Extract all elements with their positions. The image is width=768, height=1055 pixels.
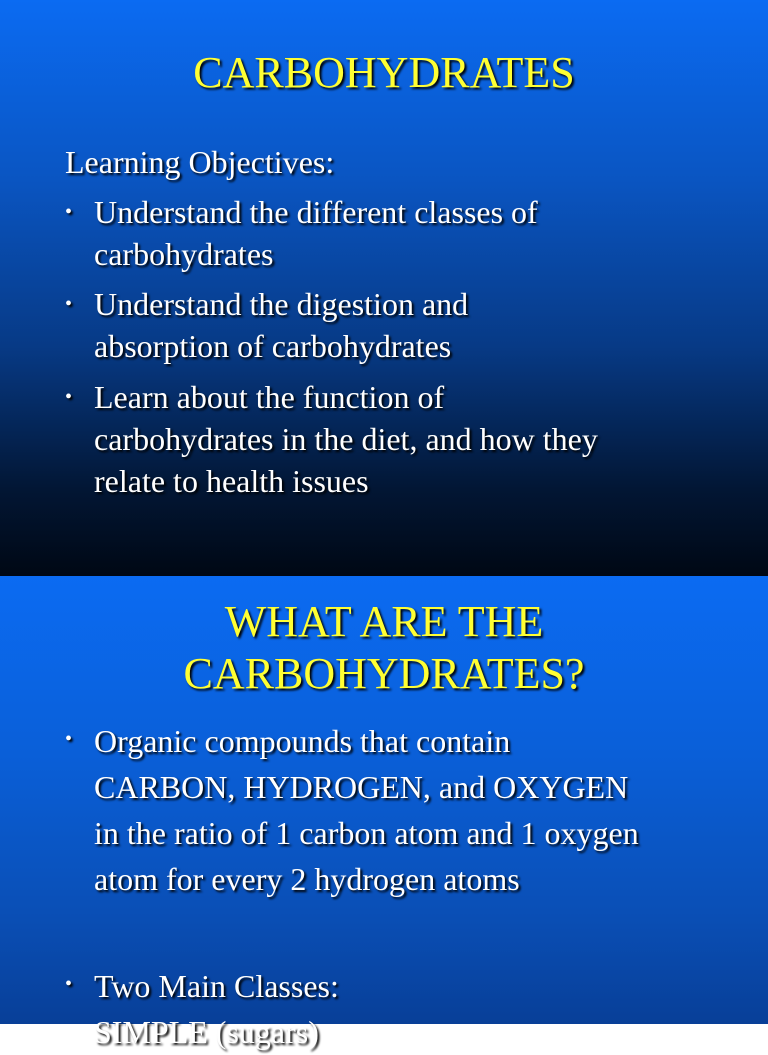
- list-item-text: absorption of carbohydrates: [94, 328, 452, 364]
- list-item-text-partial: SIMPLE (sugars): [94, 1014, 319, 1050]
- slide-title: [0, 596, 768, 700]
- learning-objectives-heading: Learning Objectives:: [65, 144, 335, 180]
- list-item: [65, 191, 755, 275]
- bullet-icon: •: [65, 293, 73, 315]
- bullet-icon: •: [65, 386, 73, 408]
- list-item-text: Learn about the function of: [94, 379, 445, 415]
- slide-title-line: CARBOHYDRATES?: [183, 649, 585, 698]
- list-item: [65, 718, 755, 902]
- list-item: [65, 963, 755, 1055]
- bullet-icon: •: [65, 973, 73, 995]
- slide-what-are-carbohydrates: [0, 576, 768, 1050]
- list-item-text: atom for every 2 hydrogen atoms: [94, 861, 520, 897]
- bullet-icon: •: [65, 728, 73, 750]
- list-item-text: Understand the different classes of: [94, 194, 538, 230]
- slide-title-line: WHAT ARE THE: [224, 597, 544, 646]
- list-item-text: carbohydrates in the diet, and how they: [94, 421, 598, 457]
- list-item-text: Organic compounds that contain: [94, 723, 511, 759]
- list-item-text: CARBON, HYDROGEN, and OXYGEN: [94, 769, 629, 805]
- list-item-text: Understand the digestion and: [94, 286, 469, 322]
- bullet-icon: •: [65, 201, 73, 223]
- list-item-text: Two Main Classes:: [94, 968, 339, 1004]
- list-item-text: relate to health issues: [94, 463, 369, 499]
- slide-title: CARBOHYDRATES: [193, 48, 575, 97]
- list-item-text: carbohydrates: [94, 236, 274, 272]
- list-item-text: in the ratio of 1 carbon atom and 1 oxygen: [94, 815, 639, 851]
- list-item: [65, 283, 755, 367]
- list-item: [65, 376, 755, 502]
